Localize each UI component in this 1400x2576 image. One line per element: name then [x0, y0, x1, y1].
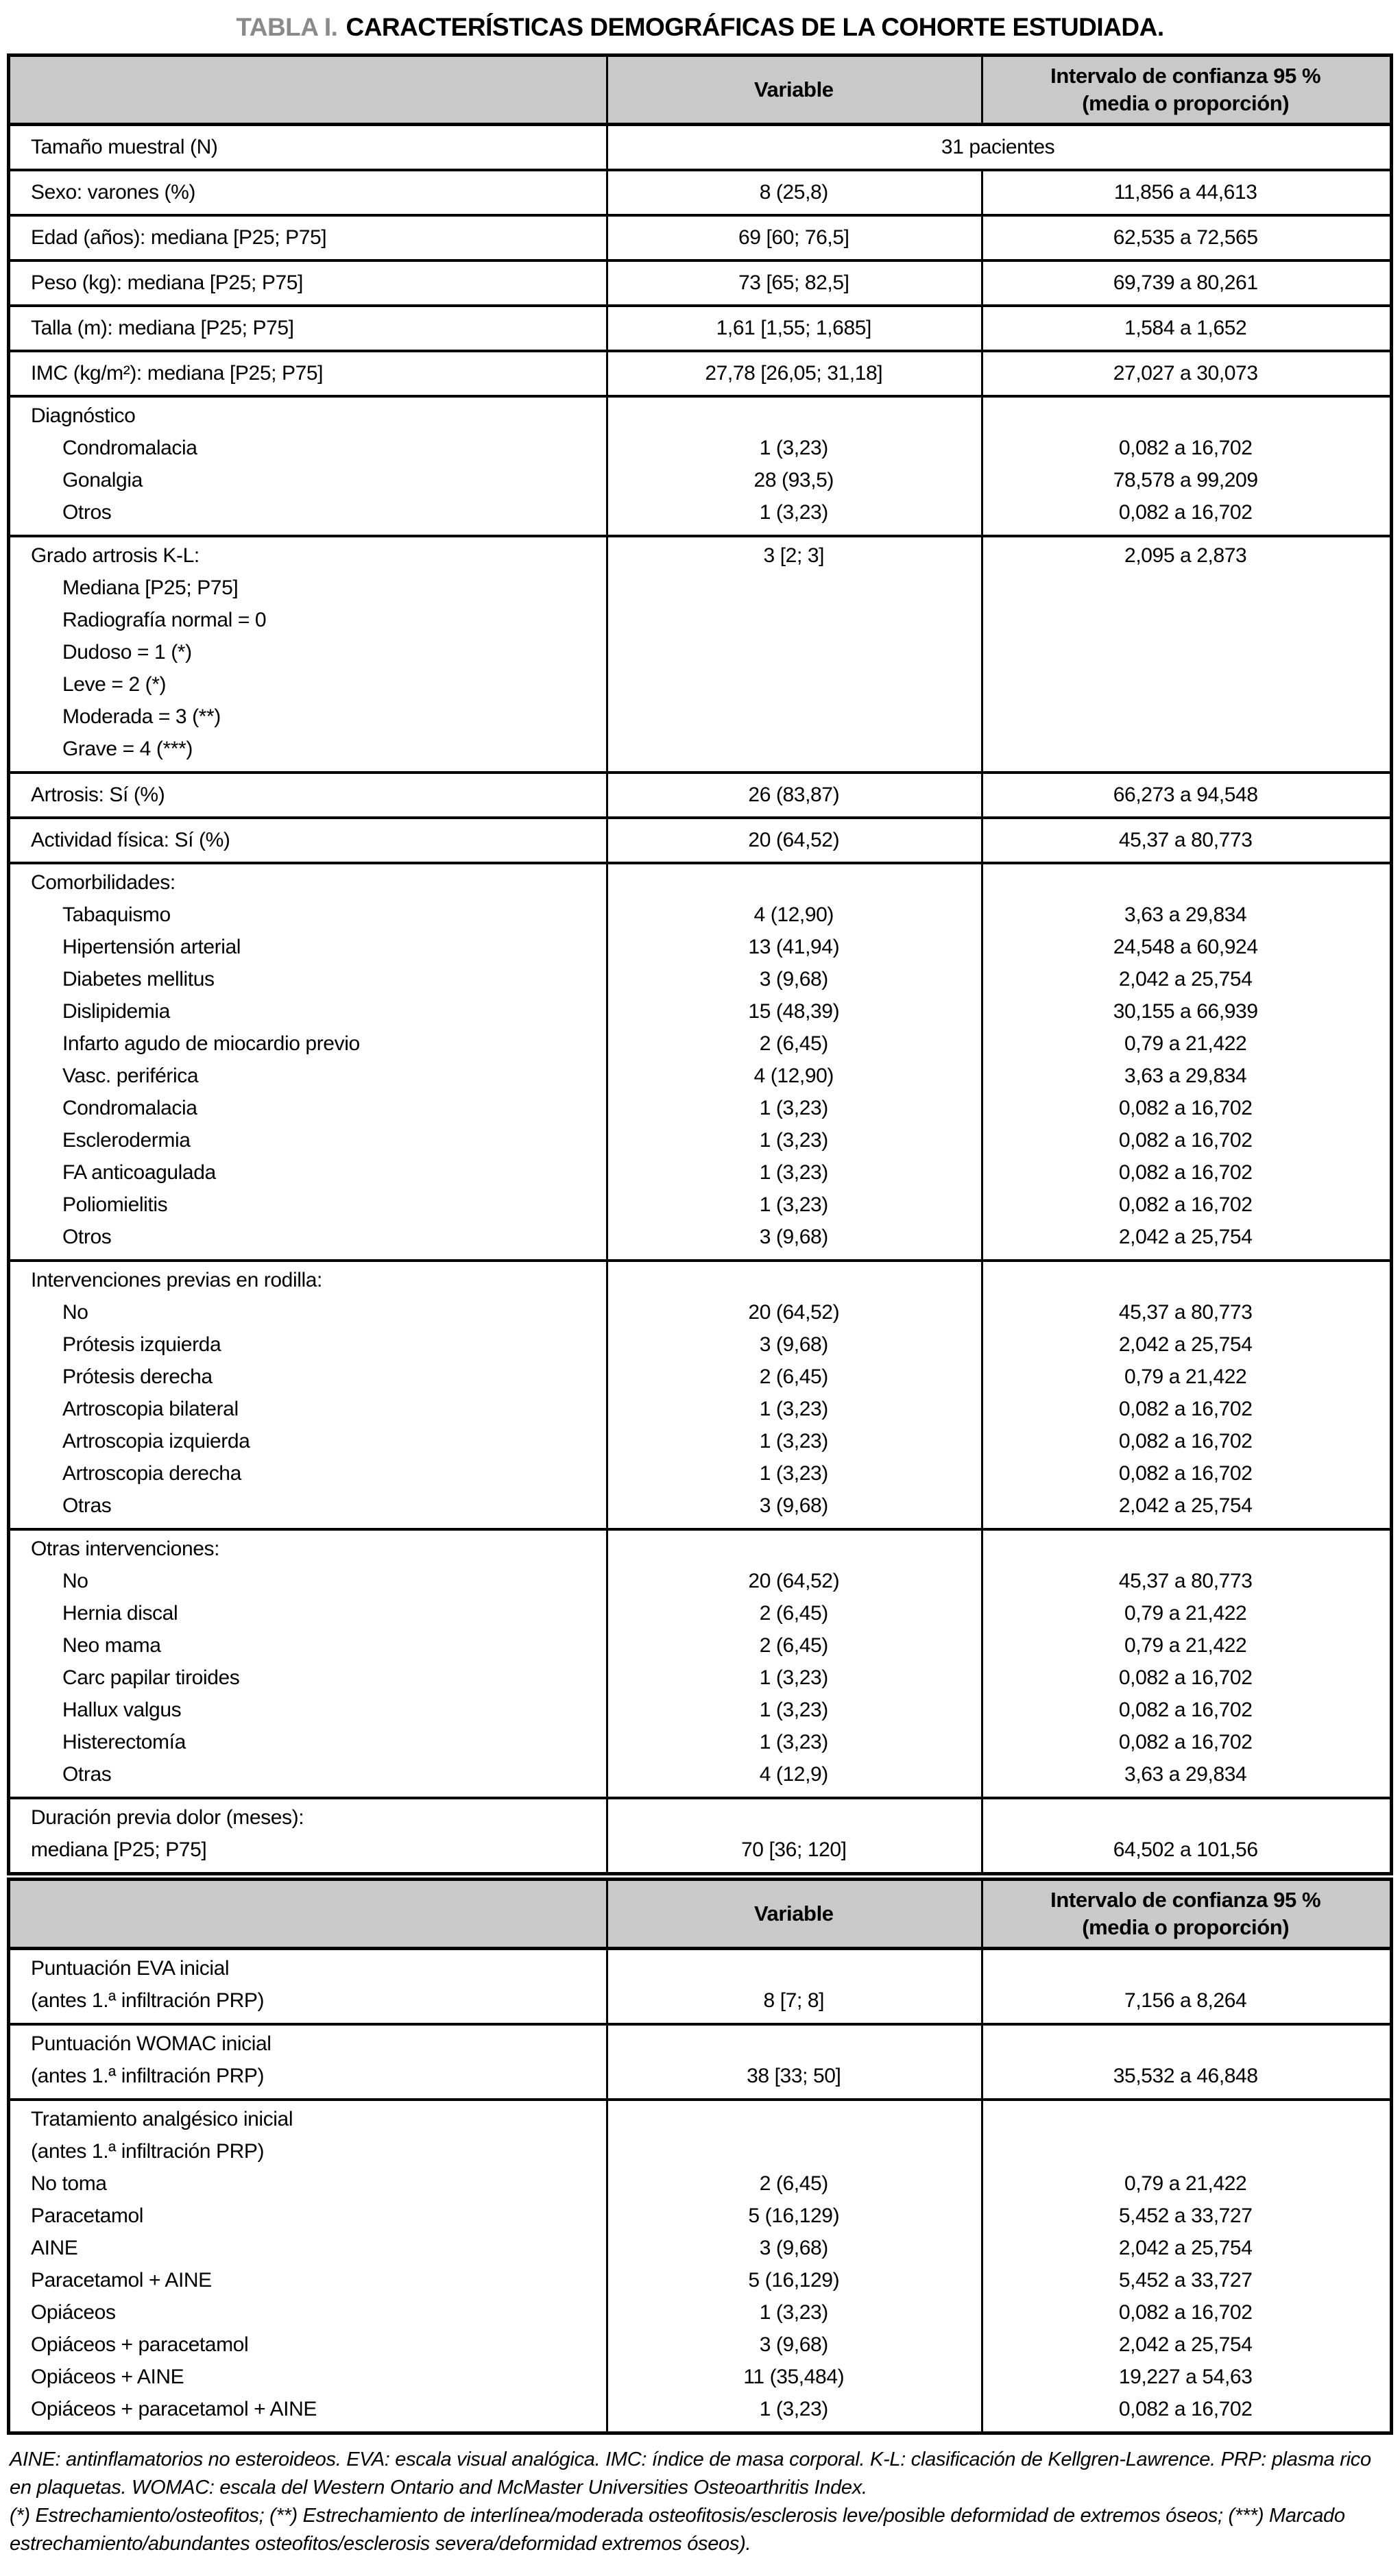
- ci-value: 0,79 a 21,422: [1124, 1633, 1247, 1657]
- ci-value: 0,082 a 16,702: [1118, 2300, 1253, 2324]
- table-row: [10, 995, 1390, 1028]
- variable-value: 1 (3,23): [759, 1698, 828, 1721]
- table-title-prefix: TABLA I.: [236, 13, 338, 41]
- table-row: [10, 963, 1390, 995]
- row-label: Leve = 2 (*): [62, 672, 167, 696]
- table-row: [10, 2028, 1390, 2060]
- ci-value: 45,37 a 80,773: [1118, 1300, 1253, 1324]
- table-row: [10, 126, 1390, 169]
- table-row: [10, 1758, 1390, 1790]
- table-row: [10, 1296, 1390, 1328]
- ci-value: 2,042 a 25,754: [1118, 1225, 1253, 1248]
- variable-value: 5 (16,129): [748, 2268, 840, 2292]
- row-label: Dudoso = 1 (*): [62, 640, 192, 664]
- variable-value: [606, 1533, 981, 1565]
- row-label: Artroscopia izquierda: [62, 1429, 250, 1453]
- ci-value: 0,082 a 16,702: [1118, 1730, 1253, 1753]
- ci-value: 2,042 a 25,754: [1118, 1494, 1253, 1517]
- ci-value: 30,155 a 66,939: [1113, 999, 1258, 1023]
- variable-value: 2 (6,45): [759, 2172, 828, 2195]
- table-row-group: [10, 2098, 1390, 2431]
- table-row: [10, 217, 1390, 259]
- ci-value: 0,082 a 16,702: [1118, 1429, 1253, 1453]
- row-label: Paracetamol + AINE: [31, 2268, 212, 2292]
- ci-value: 66,273 a 94,548: [1113, 783, 1258, 806]
- table-row: [10, 899, 1390, 931]
- ci-value: 0,082 a 16,702: [1118, 1096, 1253, 1119]
- variable-value: [606, 636, 981, 668]
- row-label: Hallux valgus: [62, 1698, 182, 1721]
- row-label: Tamaño muestral (N): [31, 136, 218, 158]
- ci-value: 2,042 a 25,754: [1118, 1333, 1253, 1356]
- row-label: Opiáceos + paracetamol: [31, 2333, 249, 2356]
- variable-value: 1 (3,23): [759, 436, 828, 459]
- table-row-group: [10, 350, 1390, 395]
- variable-value: [606, 400, 981, 432]
- header-variable-label: Variable: [753, 77, 834, 101]
- demographics-table-part1: [7, 53, 1393, 1875]
- header-variable-label: Variable: [753, 1901, 834, 1925]
- table-row: [10, 1264, 1390, 1296]
- ci-value: 69,739 a 80,261: [1113, 271, 1258, 294]
- footnotes: [10, 2446, 1390, 2558]
- footnote-asterisks: (*) Estrechamiento/osteofitos; (**) Estrechamiento de interlínea/moderada osteofitosis/esclerosis leve/posible deformidad de extremos óseos; (***) Marcado estrechamiento/abundantes osteofitos/esclerosis severa/deformidad extremos óseos).: [10, 2505, 1345, 2555]
- table-row: [10, 1425, 1390, 1457]
- row-label: Moderada = 3 (**): [62, 705, 221, 728]
- table-row: [10, 1328, 1390, 1361]
- variable-value: 1 (3,23): [759, 1096, 828, 1119]
- table-row: [10, 2232, 1390, 2264]
- header-cell-empty: [10, 57, 606, 123]
- variable-value: 1 (3,23): [759, 1193, 828, 1216]
- table-row: [10, 1124, 1390, 1156]
- table-row: [10, 1060, 1390, 1092]
- ci-value: 0,082 a 16,702: [1118, 500, 1253, 524]
- row-label: (antes 1.ª infiltración PRP): [31, 1989, 265, 2012]
- row-label: Hipertensión arterial: [62, 935, 241, 958]
- ci-value: 35,532 a 46,848: [1113, 2064, 1258, 2087]
- demographics-table-part2: [7, 1878, 1393, 2435]
- row-label: Diagnóstico: [31, 404, 136, 427]
- variable-value: [606, 2028, 981, 2060]
- row-label: No toma: [31, 2172, 107, 2195]
- row-label: Histerectomía: [62, 1730, 186, 1753]
- variable-value: 1 (3,23): [759, 1397, 828, 1420]
- table-row: [10, 2296, 1390, 2329]
- table-header-row: [10, 1881, 1390, 1950]
- row-label: (antes 1.ª infiltración PRP): [31, 2139, 265, 2163]
- row-label: Opiáceos + paracetamol + AINE: [31, 2397, 317, 2420]
- row-label: FA anticoagulada: [62, 1161, 216, 1184]
- ci-value: 45,37 a 80,773: [1118, 829, 1253, 851]
- row-label: Paracetamol: [31, 2204, 144, 2227]
- ci-value: 3,63 a 29,834: [1124, 903, 1247, 926]
- header-cell-variable: [606, 1881, 981, 1947]
- row-label: Opiáceos: [31, 2300, 116, 2324]
- row-label: Condromalacia: [62, 1096, 197, 1119]
- ci-value: 3,63 a 29,834: [1124, 1762, 1247, 1786]
- table-row: [10, 1801, 1390, 1834]
- row-label: Puntuación EVA inicial: [31, 1956, 230, 1980]
- ci-value: [981, 668, 1390, 701]
- table-row-group: [10, 169, 1390, 214]
- table-row: [10, 1565, 1390, 1597]
- table-row: [10, 1726, 1390, 1758]
- ci-value: 24,548 a 60,924: [1113, 935, 1258, 958]
- table-row: [10, 1457, 1390, 1490]
- ci-value: 2,042 a 25,754: [1118, 967, 1253, 991]
- ci-value: 0,082 a 16,702: [1118, 436, 1253, 459]
- table-row: [10, 1092, 1390, 1124]
- variable-value: [606, 1801, 981, 1834]
- variable-value: 1 (3,23): [759, 1461, 828, 1485]
- row-label: Artroscopia derecha: [62, 1461, 241, 1485]
- table-row-group: [10, 1797, 1390, 1872]
- ci-value: [981, 604, 1390, 636]
- variable-value: [606, 604, 981, 636]
- ci-value: 19,227 a 54,63: [1118, 2365, 1253, 2388]
- ci-value: [981, 1533, 1390, 1565]
- table-row: [10, 1028, 1390, 1060]
- ci-value: [981, 636, 1390, 668]
- table-row-group: [10, 862, 1390, 1259]
- variable-value: 8 [7; 8]: [763, 1989, 825, 2012]
- table-header-row: [10, 57, 1390, 126]
- ci-value: [981, 866, 1390, 899]
- variable-value: 1 (3,23): [759, 1429, 828, 1453]
- table-row: [10, 307, 1390, 350]
- table-row-group: [10, 259, 1390, 304]
- header-ci-line2: (media o proporción): [1082, 1915, 1290, 1939]
- variable-value: 1 (3,23): [759, 1666, 828, 1689]
- variable-value: 26 (83,87): [748, 783, 840, 806]
- row-label: Infarto agudo de miocardio previo: [62, 1032, 360, 1055]
- table-row: [10, 464, 1390, 496]
- ci-value: 27,027 a 30,073: [1113, 362, 1258, 385]
- ci-value: 5,452 a 33,727: [1118, 2204, 1253, 2227]
- table-row: [10, 572, 1390, 604]
- table-row: [10, 1533, 1390, 1565]
- variable-value: 38 [33; 50]: [747, 2064, 841, 2087]
- variable-value: 8 (25,8): [759, 181, 828, 204]
- table-row: [10, 636, 1390, 668]
- variable-value: 2 (6,45): [759, 1633, 828, 1657]
- row-label: Neo mama: [62, 1633, 161, 1657]
- variable-value: 1 (3,23): [759, 1128, 828, 1152]
- variable-value: [606, 733, 981, 765]
- variable-value: 13 (41,94): [748, 935, 840, 958]
- ci-value: [981, 1801, 1390, 1834]
- ci-value: [981, 2103, 1390, 2135]
- row-label: Prótesis derecha: [62, 1365, 213, 1388]
- header-cell-confidence-interval: [981, 57, 1390, 123]
- ci-value: 0,082 a 16,702: [1118, 1161, 1253, 1184]
- table-row-group: [10, 395, 1390, 535]
- table-row: [10, 1221, 1390, 1253]
- variable-value: 1 (3,23): [759, 1730, 828, 1753]
- table-row: [10, 1984, 1390, 2017]
- table-row: [10, 774, 1390, 816]
- row-label: Edad (años): mediana [P25; P75]: [31, 226, 327, 249]
- row-label: Tratamiento analgésico inicial: [31, 2107, 293, 2130]
- ci-value: [981, 701, 1390, 733]
- ci-value: 0,79 a 21,422: [1124, 1601, 1247, 1625]
- variable-value: [606, 1264, 981, 1296]
- table-row: [10, 262, 1390, 304]
- table-row: [10, 2060, 1390, 2092]
- row-label: No: [62, 1569, 88, 1592]
- table-row: [10, 701, 1390, 733]
- table-row: [10, 1629, 1390, 1662]
- row-label: Opiáceos + AINE: [31, 2365, 184, 2388]
- ci-value: 2,042 a 25,754: [1118, 2236, 1253, 2259]
- row-label: (antes 1.ª infiltración PRP): [31, 2064, 265, 2087]
- ci-value: 78,578 a 99,209: [1113, 468, 1258, 491]
- table-row: [10, 1490, 1390, 1522]
- table-row: [10, 931, 1390, 963]
- variable-value: 1 (3,23): [759, 2397, 828, 2420]
- row-label: Otras: [62, 1494, 112, 1517]
- ci-value: 0,082 a 16,702: [1118, 1461, 1253, 1485]
- header-ci-line1: Intervalo de confianza 95 %: [1050, 1888, 1321, 1912]
- table-row: [10, 819, 1390, 862]
- row-label: Mediana [P25; P75]: [62, 576, 239, 599]
- table-row: [10, 1597, 1390, 1629]
- ci-value: 2,095 a 2,873: [1124, 544, 1247, 567]
- variable-value: 1 (3,23): [759, 500, 828, 524]
- table-row: [10, 496, 1390, 528]
- header-ci-line1: Intervalo de confianza 95 %: [1050, 64, 1321, 88]
- variable-value: 69 [60; 76,5]: [738, 226, 849, 249]
- ci-value: [981, 2028, 1390, 2060]
- row-label: Vasc. periférica: [62, 1064, 199, 1087]
- ci-value: 5,452 a 33,727: [1118, 2268, 1253, 2292]
- table-row: [10, 866, 1390, 899]
- variable-value: [606, 668, 981, 701]
- table-row: [10, 1834, 1390, 1866]
- variable-value: 3 (9,68): [759, 1225, 828, 1248]
- variable-value: 2 (6,45): [759, 1601, 828, 1625]
- ci-value: 0,082 a 16,702: [1118, 2397, 1253, 2420]
- row-label: Artrosis: Sí (%): [31, 783, 165, 806]
- header-cell-variable: [606, 57, 981, 123]
- table-row: [10, 1189, 1390, 1221]
- row-label: Otras intervenciones:: [31, 1537, 220, 1560]
- row-label: Condromalacia: [62, 436, 197, 459]
- ci-value: [981, 572, 1390, 604]
- variable-value: 27,78 [26,05; 31,18]: [705, 362, 883, 385]
- ci-value: 0,082 a 16,702: [1118, 1698, 1253, 1721]
- row-label: Otros: [62, 500, 112, 524]
- row-label: AINE: [31, 2236, 78, 2259]
- row-label: Radiografía normal = 0: [62, 608, 267, 631]
- variable-value: 2 (6,45): [759, 1032, 828, 1055]
- table-row: [10, 400, 1390, 432]
- table-row: [10, 2135, 1390, 2167]
- table-row: [10, 1952, 1390, 1984]
- variable-value: 4 (12,90): [753, 903, 834, 926]
- ci-value: 7,156 a 8,264: [1124, 1989, 1247, 2012]
- table-row-group: [10, 126, 1390, 169]
- table-row-group: [10, 304, 1390, 350]
- row-label: Sexo: varones (%): [31, 181, 195, 204]
- variable-value: 2 (6,45): [759, 1365, 828, 1388]
- table-row: [10, 1156, 1390, 1189]
- variable-value: 11 (35,484): [743, 2365, 845, 2388]
- variable-value: [606, 2103, 981, 2135]
- row-label: Peso (kg): mediana [P25; P75]: [31, 271, 303, 294]
- variable-value: 4 (12,90): [753, 1064, 834, 1087]
- variable-value: 3 [2; 3]: [763, 544, 825, 567]
- table-row: [10, 1694, 1390, 1726]
- variable-value: 15 (48,39): [748, 999, 840, 1023]
- variable-value: 3 (9,68): [759, 1333, 828, 1356]
- variable-value: 28 (93,5): [753, 468, 834, 491]
- row-label: Diabetes mellitus: [62, 967, 215, 991]
- ci-value: [981, 2135, 1390, 2167]
- table-body-part1: [10, 126, 1390, 1872]
- table-row-group: [10, 771, 1390, 816]
- row-label: Carc papilar tiroides: [62, 1666, 240, 1689]
- table-title-text: CARACTERÍSTICAS DEMOGRÁFICAS DE LA COHORTE ESTUDIADA.: [346, 13, 1164, 41]
- ci-value: 45,37 a 80,773: [1118, 1569, 1253, 1592]
- variable-value: 3 (9,68): [759, 967, 828, 991]
- table-title: [7, 12, 1393, 42]
- variable-value: 3 (9,68): [759, 2236, 828, 2259]
- table-body-part2: [10, 1950, 1390, 2431]
- table-row: [10, 432, 1390, 464]
- variable-value: [606, 701, 981, 733]
- ci-value: 64,502 a 101,56: [1113, 1838, 1258, 1861]
- variable-value: 1,61 [1,55; 1,685]: [716, 317, 871, 339]
- variable-value: [606, 2135, 981, 2167]
- table-row: [10, 2103, 1390, 2135]
- variable-value: 5 (16,129): [748, 2204, 840, 2227]
- variable-value: [606, 866, 981, 899]
- variable-value: 3 (9,68): [759, 1494, 828, 1517]
- table-row: [10, 668, 1390, 701]
- header-cell-confidence-interval: [981, 1881, 1390, 1947]
- row-label: Tabaquismo: [62, 903, 171, 926]
- table-row: [10, 2361, 1390, 2393]
- variable-value: 20 (64,52): [748, 1300, 840, 1324]
- variable-value: [606, 572, 981, 604]
- row-label: Grado artrosis K-L:: [31, 544, 200, 567]
- table-row: [10, 539, 1390, 572]
- row-label: Otros: [62, 1225, 112, 1248]
- table-row: [10, 1662, 1390, 1694]
- row-label: Hernia discal: [62, 1601, 178, 1625]
- row-label: Intervenciones previas en rodilla:: [31, 1268, 322, 1291]
- table-row-group: [10, 214, 1390, 259]
- header-ci-line2: (media o proporción): [1082, 91, 1290, 115]
- ci-value: 0,082 a 16,702: [1118, 1397, 1253, 1420]
- row-label: Poliomielitis: [62, 1193, 168, 1216]
- table-row-group: [10, 2023, 1390, 2098]
- table-row: [10, 1393, 1390, 1425]
- footnote-abbreviations: AINE: antinflamatorios no esteroideos. EVA: escala visual analógica. IMC: índice de masa corporal. K-L: clasificación de Kellgren-Lawrence. PRP: plasma rico en plaquetas. WOMAC: escala del Western Ontario and McMaster Universities Osteoarthritis Index.: [10, 2449, 1371, 2499]
- row-label: Puntuación WOMAC inicial: [31, 2032, 271, 2055]
- variable-value: 20 (64,52): [748, 1569, 840, 1592]
- row-label: Dislipidemia: [62, 999, 170, 1023]
- ci-value: 0,79 a 21,422: [1124, 2172, 1247, 2195]
- row-label: Grave = 4 (***): [62, 737, 193, 760]
- table-row: [10, 1361, 1390, 1393]
- row-label: mediana [P25; P75]: [31, 1838, 207, 1861]
- row-label: Comorbilidades:: [31, 871, 176, 894]
- ci-value: 11,856 a 44,613: [1113, 181, 1257, 204]
- ci-value: 1,584 a 1,652: [1124, 317, 1247, 339]
- row-label: IMC (kg/m²): mediana [P25; P75]: [31, 362, 324, 385]
- row-label: Otras: [62, 1762, 112, 1786]
- variable-value: 4 (12,9): [759, 1762, 828, 1786]
- ci-value: [981, 1264, 1390, 1296]
- variable-value: 70 [36; 120]: [740, 1838, 847, 1861]
- table-row: [10, 2200, 1390, 2232]
- row-label: Duración previa dolor (meses):: [31, 1806, 304, 1829]
- table-row-group: [10, 1259, 1390, 1528]
- ci-value: 62,535 a 72,565: [1113, 226, 1258, 249]
- ci-value: [981, 733, 1390, 765]
- row-label: Talla (m): mediana [P25; P75]: [31, 317, 294, 339]
- row-label: Artroscopia bilateral: [62, 1397, 239, 1420]
- row-label: Actividad física: Sí (%): [31, 829, 230, 851]
- table-row: [10, 2329, 1390, 2361]
- header-cell-empty: [10, 1881, 606, 1947]
- variable-value: 1 (3,23): [759, 1161, 828, 1184]
- ci-value: 2,042 a 25,754: [1118, 2333, 1253, 2356]
- row-span-value: 31 pacientes: [941, 136, 1055, 158]
- ci-value: 0,79 a 21,422: [1124, 1032, 1247, 1055]
- ci-value: 0,79 a 21,422: [1124, 1365, 1247, 1388]
- variable-value: 73 [65; 82,5]: [738, 271, 849, 294]
- table-row: [10, 2264, 1390, 2296]
- variable-value: 3 (9,68): [759, 2333, 828, 2356]
- row-label: No: [62, 1300, 88, 1324]
- row-label: Esclerodermia: [62, 1128, 191, 1152]
- table-row-group: [10, 535, 1390, 771]
- table-row: [10, 2167, 1390, 2200]
- table-row: [10, 352, 1390, 395]
- table-row-group: [10, 1950, 1390, 2023]
- ci-value: 0,082 a 16,702: [1118, 1666, 1253, 1689]
- table-row: [10, 604, 1390, 636]
- ci-value: [981, 1952, 1390, 1984]
- ci-value: 0,082 a 16,702: [1118, 1193, 1253, 1216]
- variable-value: 1 (3,23): [759, 2300, 828, 2324]
- row-label: Prótesis izquierda: [62, 1333, 221, 1356]
- variable-value: 20 (64,52): [748, 829, 840, 851]
- table-row: [10, 733, 1390, 765]
- table-row-group: [10, 816, 1390, 862]
- ci-value: 0,082 a 16,702: [1118, 1128, 1253, 1152]
- table-row: [10, 2393, 1390, 2425]
- variable-value: [606, 1952, 981, 1984]
- row-label: Gonalgia: [62, 468, 143, 491]
- ci-value: 3,63 a 29,834: [1124, 1064, 1247, 1087]
- table-row: [10, 171, 1390, 214]
- ci-value: [981, 400, 1390, 432]
- table-row-group: [10, 1528, 1390, 1797]
